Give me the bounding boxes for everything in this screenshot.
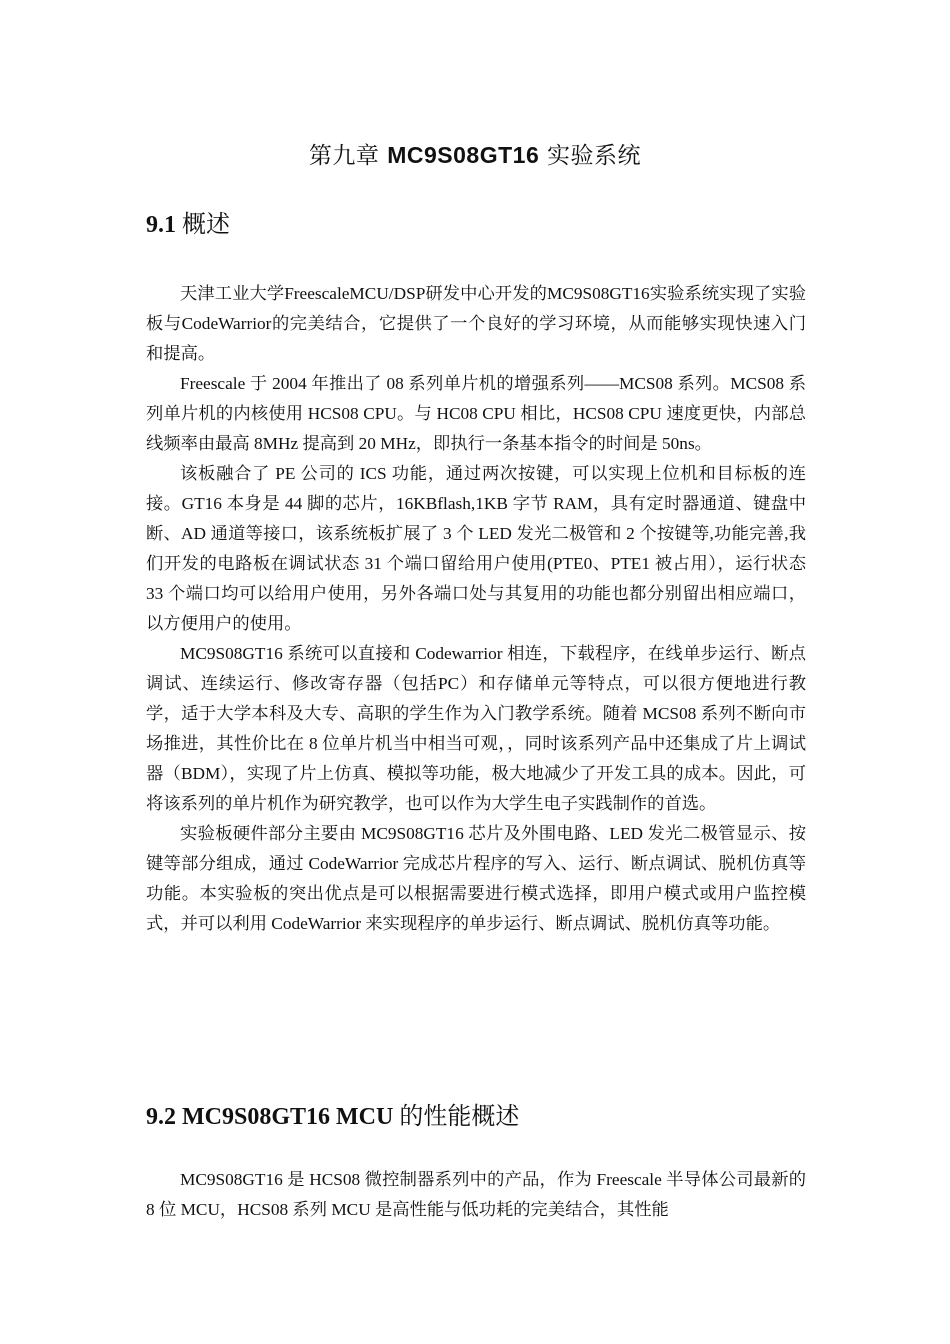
chapter-suffix: 实验系统 xyxy=(539,143,642,169)
paragraph: 实验板硬件部分主要由 MC9S08GT16 芯片及外围电路、LED 发光二极管显示、按键等部分组成，通过 CodeWarrior 完成芯片程序的写入、运行、断点调试、脱机仿真等功能。本实验板的突出优点是可以根据需要进行模式选择，即用户模式或用户监控模式，并可以利用 CodeWarrior 来实现程序的单步运行、断点调试、脱机仿真等功能。 xyxy=(146,824,806,933)
chapter-model: MC9S08GT16 xyxy=(387,142,540,168)
section-title: 的性能概述 xyxy=(393,1104,520,1130)
paragraph: 天津工业大学FreescaleMCU/DSP研发中心开发的MC9S08GT16实验系统实现了实验板与CodeWarrior的完美结合，它提供了一个良好的学习环境，从而能够实现快速入门和提高。 xyxy=(146,284,806,363)
section-heading-9-1 xyxy=(146,208,230,242)
section-number: 9.1 xyxy=(146,212,176,238)
paragraph: MC9S08GT16 系统可以直接和 Codewarrior 相连，下载程序，在线单步运行、断点调试、连续运行、修改寄存器（包括PC）和存储单元等特点，可以很方便地进行教学，适于大学本科及大专、高职的学生作为入门教学系统。随着 MCS08 系列不断向市场推进，其性价比在 8 位单片机当中相当可观，，同时该系列产品中还集成了片上调试器（BDM），实现了片上仿真、模拟等功能，极大地减少了开发工具的成本。因此，可将该系列的单片机作为研究教学，也可以作为大学生电子实践制作的首选。 xyxy=(146,644,806,813)
chapter-prefix: 第九章 xyxy=(308,143,388,169)
section-body-9-2 xyxy=(146,1165,806,1225)
section-number: 9.2 MC9S08GT16 MCU xyxy=(146,1104,394,1130)
section-title: 概述 xyxy=(176,212,230,238)
paragraph: 该板融合了 PE 公司的 ICS 功能，通过两次按键，可以实现上位机和目标板的连接。GT16 本身是 44 脚的芯片，16KBflash,1KB 字节 RAM，具有定时器通道、键盘中断、AD 通道等接口，该系统板扩展了 3 个 LED 发光二极管和 2 个按键等,功能完善,我们开发的电路板在调试状态 31 个端口留给用户使用(PTE0、PTE1 被占用），运行状态 33 个端口均可以给用户使用，另外各端口处与其复用的功能也都分别留出相应端口，以方便用户的使用。 xyxy=(146,464,806,633)
section-heading-9-2 xyxy=(146,1100,519,1134)
section-body-9-1 xyxy=(146,279,806,939)
paragraph: MC9S08GT16 是 HCS08 微控制器系列中的产品，作为 Freescale 半导体公司最新的 8 位 MCU，HCS08 系列 MCU 是高性能与低功耗的完美结合，其性能 xyxy=(146,1170,806,1219)
chapter-title xyxy=(0,138,950,173)
paragraph: Freescale 于 2004 年推出了 08 系列单片机的增强系列——MCS08 系列。MCS08 系列单片机的内核使用 HCS08 CPU。与 HC08 CPU 相比，HCS08 CPU 速度更快，内部总线频率由最高 8MHz 提高到 20 MHz，即执行一条基本指令的时间是 50ns。 xyxy=(146,374,806,453)
